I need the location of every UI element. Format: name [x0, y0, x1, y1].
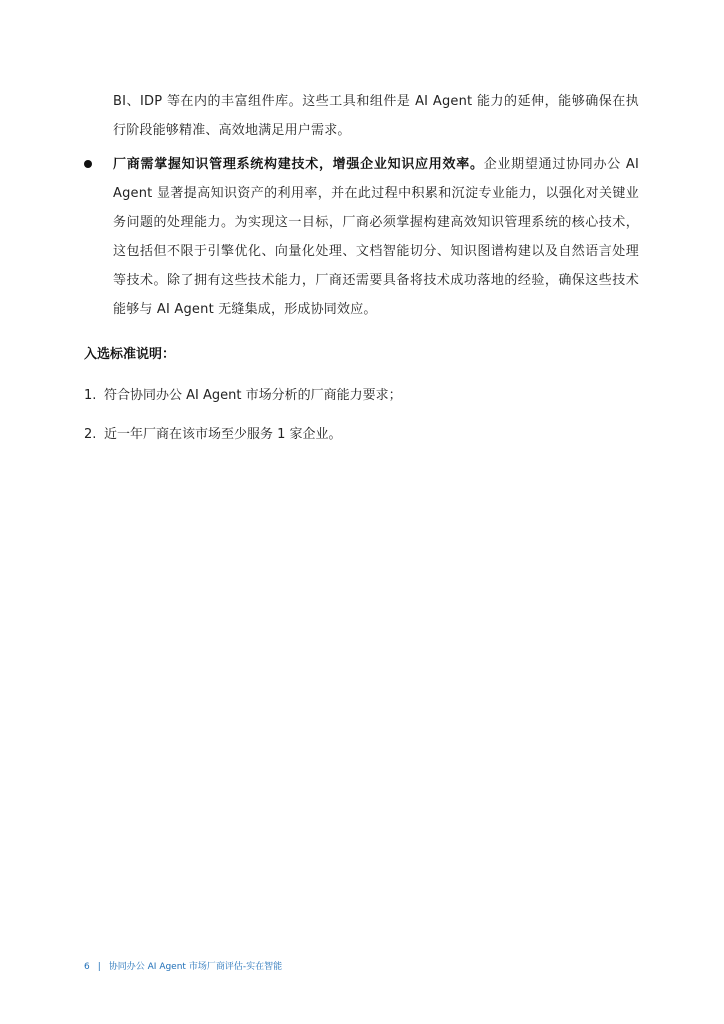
- criteria-item-text: 近一年厂商在该市场至少服务 1 家企业。: [104, 427, 342, 442]
- bullet-heading: 厂商需掌握知识管理系统构建技术，增强企业知识应用效率。: [113, 157, 484, 172]
- bullet-paragraph: [113, 150, 639, 324]
- criteria-item-text: 符合协同办公 AI Agent 市场分析的厂商能力要求；: [104, 388, 402, 403]
- criteria-item-1: [84, 386, 402, 406]
- criteria-heading: 入选标准说明：: [84, 347, 176, 362]
- bullet-body: 企业期望通过协同办公 AI Agent 显著提高知识资产的利用率，并在此过程中积累和沉淀专业能力，以强化对关键业务问题的处理能力。为实现这一目标，厂商必须掌握构建高效知识管理系统的核心技术，这包括但不限于引擎优化、向量化处理、文档智能切分、知识图谱构建以及自然语言处理等技术。除了拥有这些技术能力，厂商还需要具备将技术成功落地的经验，确保这些技术能够与 AI Agent 无缝集成，形成协同效应。: [113, 157, 639, 317]
- bullet-dot-icon: [84, 160, 92, 168]
- criteria-item-number: 2.: [84, 427, 97, 442]
- footer-page-number: 6: [84, 962, 90, 972]
- criteria-item-number: 1.: [84, 388, 97, 403]
- footer-title: 协同办公 AI Agent 市场厂商评估-实在智能: [108, 962, 283, 972]
- criteria-item-2: [84, 425, 342, 445]
- page-footer: [84, 960, 282, 974]
- intro-paragraph: BI、IDP 等在内的丰富组件库。这些工具和组件是 AI Agent 能力的延伸，能够确保在执行阶段能够精准、高效地满足用户需求。: [113, 94, 639, 138]
- footer-separator: |: [97, 962, 101, 972]
